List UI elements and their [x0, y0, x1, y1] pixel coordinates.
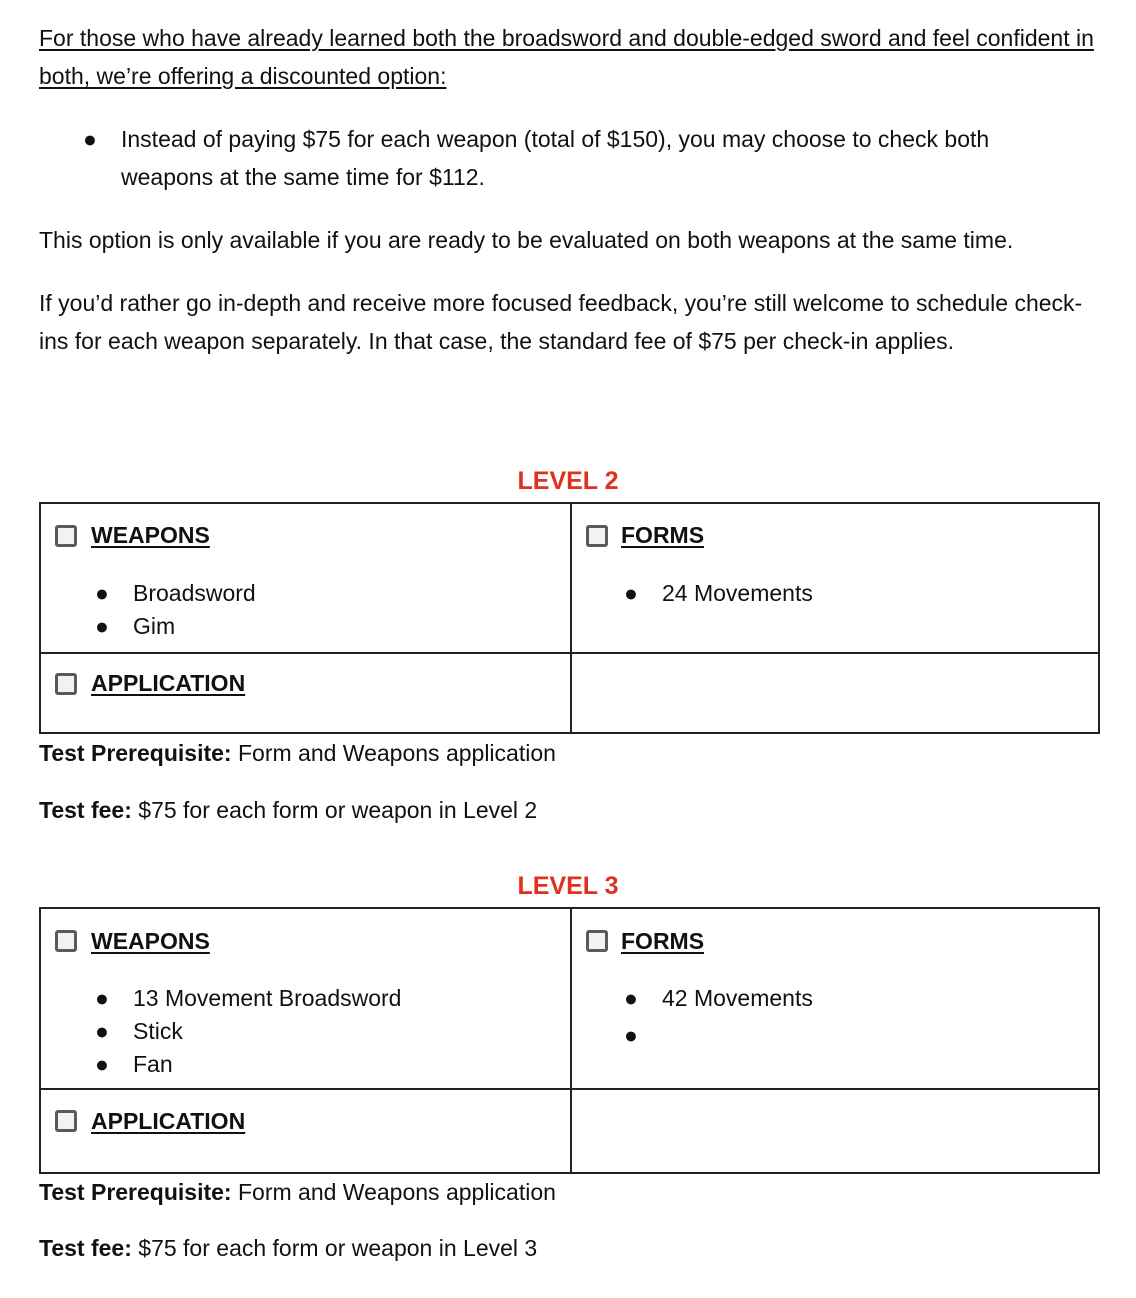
level-2-title: LEVEL 2	[517, 467, 619, 495]
prerequisite-label: Test Prerequisite:	[39, 1179, 232, 1205]
weapons-heading: WEAPONS	[91, 928, 210, 954]
form-name: 42 Movements	[662, 985, 813, 1011]
fee-label: Test fee:	[39, 1235, 132, 1261]
prerequisite-label: Test Prerequisite:	[39, 740, 232, 766]
table-divider	[570, 909, 572, 1172]
table-divider	[41, 1088, 1098, 1090]
bullet-dot: ●	[95, 985, 109, 1011]
fee-value: $75 for each form or weapon in Level 2	[131, 797, 538, 823]
level-2-fee	[39, 795, 537, 825]
application-checkbox[interactable]	[55, 1110, 77, 1132]
level-2-table	[39, 502, 1100, 734]
application-heading: APPLICATION	[91, 670, 246, 696]
weapons-checkbox[interactable]	[55, 525, 77, 547]
bullet-dot: ●	[95, 613, 109, 639]
bullet-dot: ●	[95, 1018, 109, 1044]
level-3-prerequisite	[39, 1177, 556, 1207]
bullet-dot: ●	[95, 1051, 109, 1077]
weapon-name: Gim	[133, 613, 176, 639]
forms-heading: FORMS	[621, 928, 705, 954]
forms-checkbox[interactable]	[586, 930, 608, 952]
level-3-title: LEVEL 3	[517, 872, 619, 900]
bullet-dot: ●	[95, 580, 109, 606]
weapon-name: 13 Movement Broadsword	[133, 985, 402, 1011]
weapon-name: Broadsword	[133, 580, 256, 606]
bullet-dot: ●	[624, 985, 638, 1011]
bullet-dot: ●	[624, 580, 638, 606]
intro-text: For those who have already learned both the broadsword and double-edged sword and feel confident in both, we’re offering a discounted option:	[39, 25, 1094, 89]
bullet-dot: ●	[83, 126, 97, 152]
fee-value: $75 for each form or weapon in Level 3	[131, 1235, 538, 1261]
fee-label: Test fee:	[39, 797, 132, 823]
weapons-heading: WEAPONS	[91, 522, 210, 548]
prerequisite-value: Form and Weapons application	[231, 740, 556, 766]
application-checkbox[interactable]	[55, 673, 77, 695]
bullet-dot: ●	[624, 1022, 638, 1048]
separate-checkin-paragraph: If you’d rather go in-depth and receive more focused feedback, you’re still welcome to schedule check-ins for each weapon separately. In that case, the standard fee of $75 per check-in applies.	[39, 290, 1083, 354]
level-2-prerequisite	[39, 738, 556, 768]
discount-bullet-text: Instead of paying $75 for each weapon (total of $150), you may choose to check both weapons at the same time for $112.	[121, 126, 990, 190]
weapons-checkbox[interactable]	[55, 930, 77, 952]
level-3-table	[39, 907, 1100, 1174]
forms-checkbox[interactable]	[586, 525, 608, 547]
weapon-name: Fan	[133, 1051, 173, 1077]
availability-paragraph: This option is only available if you are ready to be evaluated on both weapons at the same time.	[39, 227, 1014, 253]
discount-bullet	[80, 120, 1080, 196]
prerequisite-value: Form and Weapons application	[231, 1179, 556, 1205]
table-divider	[41, 652, 1098, 654]
level-3-fee	[39, 1233, 537, 1263]
table-divider	[570, 504, 572, 732]
application-heading: APPLICATION	[91, 1108, 246, 1134]
forms-heading: FORMS	[621, 522, 705, 548]
weapon-name: Stick	[133, 1018, 183, 1044]
form-name: 24 Movements	[662, 580, 813, 606]
